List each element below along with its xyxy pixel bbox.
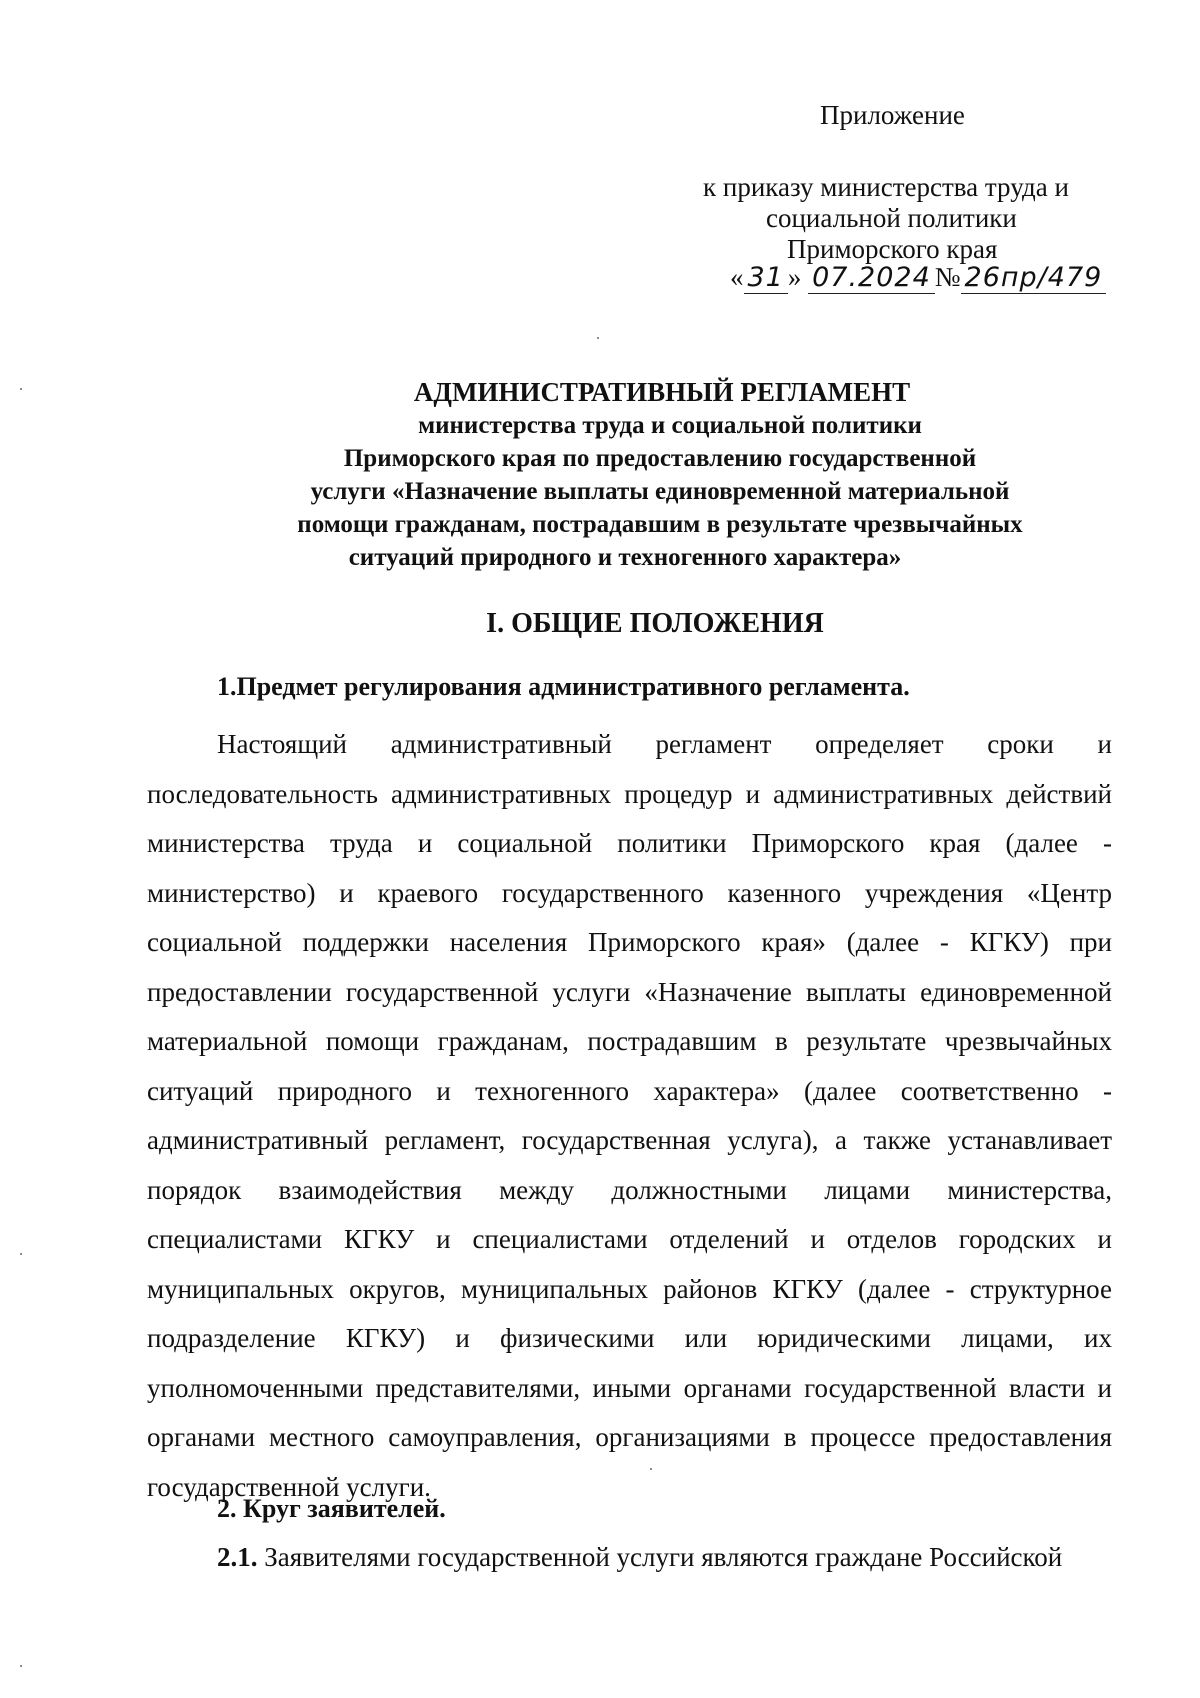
scan-speck bbox=[20, 388, 22, 390]
title-line-3: услуги «Назначение выплаты единовременной материальной bbox=[310, 478, 1010, 505]
title-main: АДМИНИСТРАТИВНЫЙ РЕГЛАМЕНТ bbox=[413, 377, 911, 407]
open-quote: « bbox=[730, 262, 744, 292]
scan-speck bbox=[597, 337, 599, 339]
order-day: 31 bbox=[744, 262, 788, 294]
title-line-4: помощи гражданам, пострадавшим в результате чрезвычайных bbox=[297, 511, 1023, 538]
document-title bbox=[0, 376, 1200, 574]
subsection-2-paragraph bbox=[147, 1533, 1112, 1582]
title-line-1: министерства труда и социальной политики bbox=[418, 412, 922, 439]
section-heading: I. ОБЩИЕ ПОЛОЖЕНИЯ bbox=[486, 608, 824, 639]
scan-speck bbox=[20, 1253, 22, 1255]
item-number: 2.1. bbox=[217, 1542, 258, 1572]
appendix-line-1: к приказу министерства труда и bbox=[703, 172, 1069, 202]
item-text: Заявителями государственной услуги являются граждане Российской bbox=[264, 1542, 1063, 1572]
appendix-title: Приложение bbox=[820, 100, 965, 130]
scan-speck bbox=[650, 1468, 652, 1470]
order-number: 26пр/479 bbox=[961, 262, 1107, 294]
close-quote: » bbox=[787, 262, 802, 292]
title-line-5: ситуаций природного и техногенного характера» bbox=[348, 544, 902, 571]
subsection-1-heading: 1.Предмет регулирования административного регламента. bbox=[217, 672, 910, 701]
order-date-number bbox=[730, 262, 1106, 293]
number-sign: № bbox=[934, 262, 961, 292]
subsection-2-heading: 2. Круг заявителей. bbox=[217, 1494, 446, 1523]
title-line-2: Приморского края по предоставлению государственной bbox=[343, 445, 977, 472]
subsection-1-paragraph: Настоящий административный регламент определяет сроки и последовательность административных процедур и административных действий министерства труда и социальной политики Приморского края (далее - министерство) и краевого государственного казенного учреждения «Центр социальной поддержки населения Приморского края» (далее - КГКУ) при предоставлении государственной услуги «Назначение выплаты единовременной материальной помощи гражданам, пострадавшим в результате чрезвычайных ситуаций природного и техногенного характера» (далее соответственно - административный регламент, государственная услуга), а также устанавливает порядок взаимодействия между должностными лицами министерства, специалистами КГКУ и специалистами отделений и отделов городских и муниципальных округов, муниципальных районов КГКУ (далее - структурное подразделение КГКУ) и физическими или юридическими лицами, их уполномоченными представителями, иными органами государственной власти и органами местного самоуправления, организациями в процессе предоставления государственной услуги. bbox=[147, 729, 1112, 1502]
scan-speck bbox=[20, 1665, 22, 1667]
appendix-line-2: социальной политики bbox=[766, 203, 1017, 233]
order-date: 07.2024 bbox=[808, 262, 935, 294]
appendix-line-3: Приморского края bbox=[787, 234, 998, 264]
